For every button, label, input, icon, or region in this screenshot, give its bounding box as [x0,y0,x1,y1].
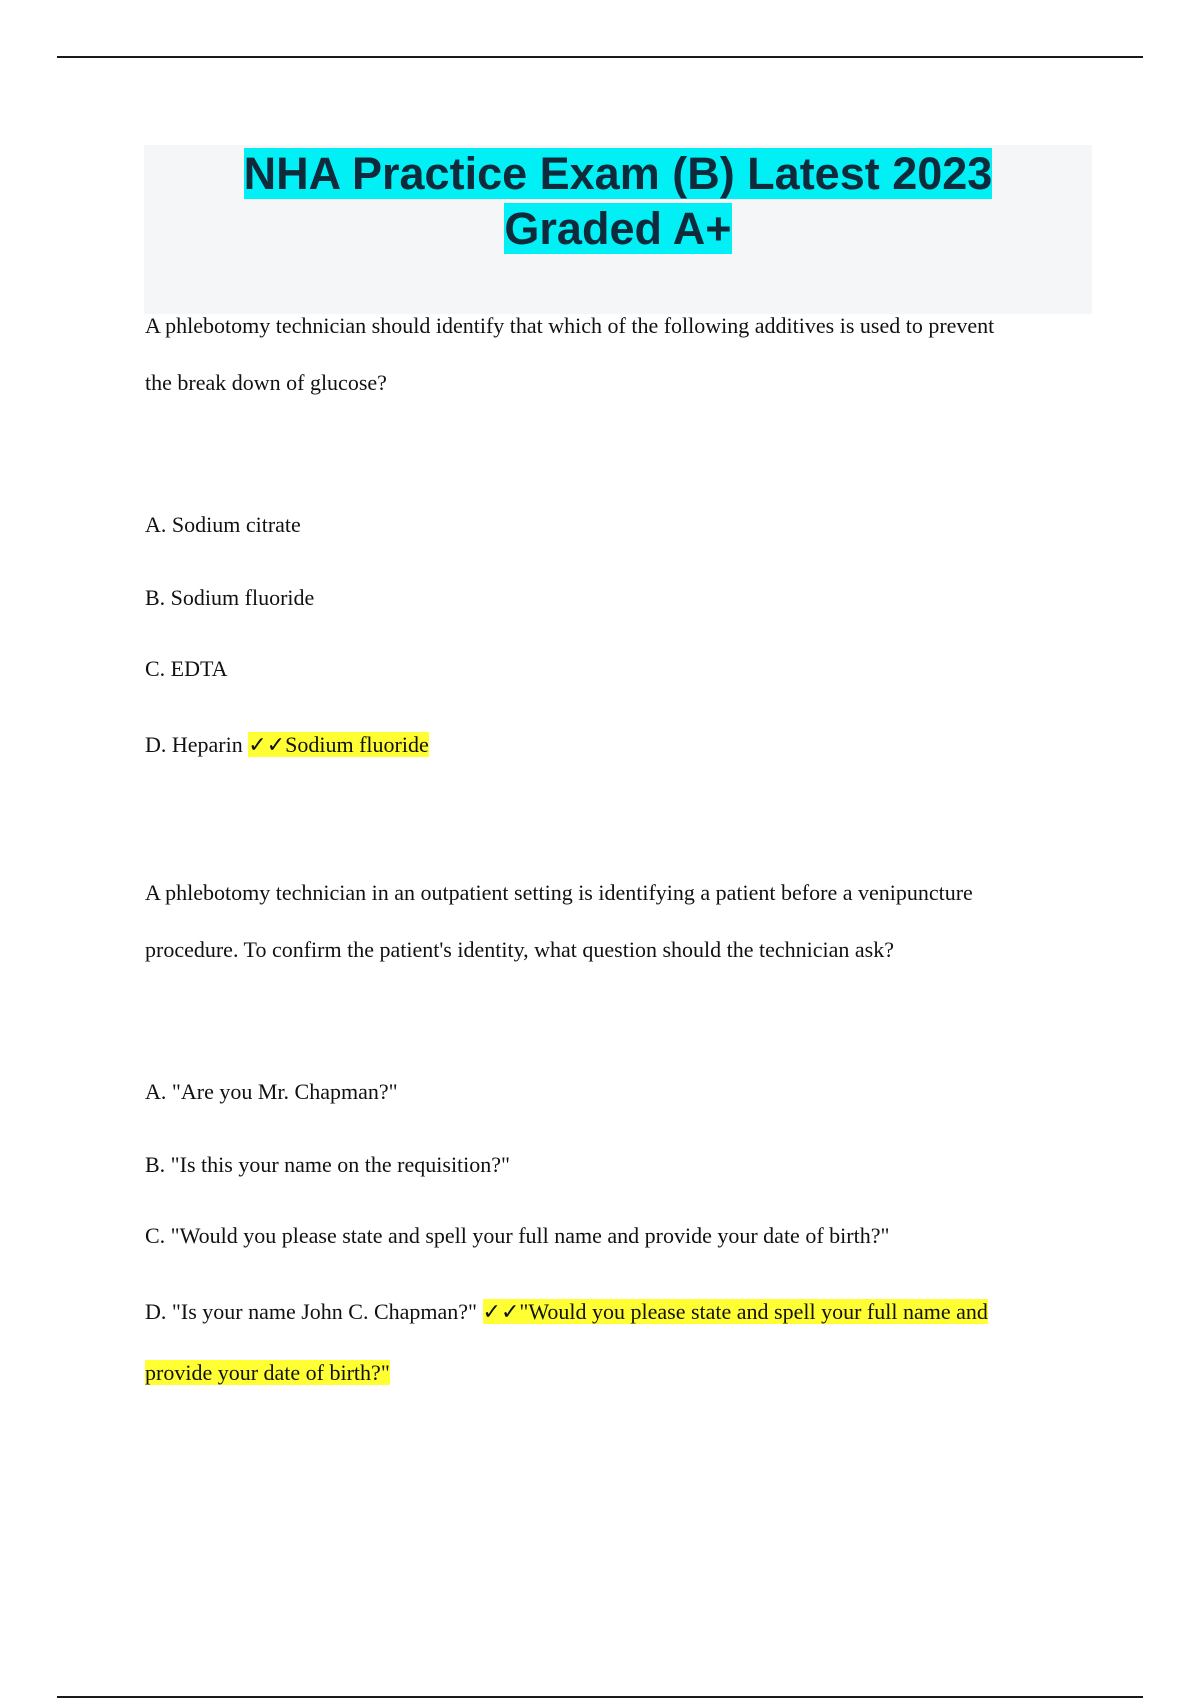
question-2-option-d-label: D. "Is your name John C. Chapman?" [145,1299,483,1324]
question-1-option-a: A. Sodium citrate [145,512,301,537]
question-2-answer-line-2-row [145,1360,390,1386]
page-title-line-2: Graded A+ [504,203,732,254]
question-1-answer: ✓✓Sodium fluoride [248,732,429,757]
question-1-option-c: C. EDTA [145,656,228,681]
page-title-line-1: NHA Practice Exam (B) Latest 2023 [243,148,993,199]
question-1-option-d [145,732,429,758]
question-2-option-a: A. "Are you Mr. Chapman?" [145,1079,398,1104]
page-title [144,146,1092,256]
question-1-stem-line-1: A phlebotomy technician should identify that which of the following additives is used to prevent [145,313,995,338]
top-rule [57,56,1143,58]
question-1-option-d-label: D. Heparin [145,732,249,757]
question-2-option-c: C. "Would you please state and spell your full name and provide your date of birth?" [145,1223,890,1248]
question-2-option-d [145,1299,988,1325]
question-2-option-b: B. "Is this your name on the requisition?" [145,1152,511,1177]
bottom-rule [57,1696,1143,1698]
question-1-stem-line-2: the break down of glucose? [145,370,387,395]
question-2-answer-line-1: ✓✓"Would you please state and spell your full name and [482,1299,988,1324]
question-2-stem-line-1: A phlebotomy technician in an outpatient setting is identifying a patient before a venipuncture [145,880,973,905]
question-2-answer-line-2: provide your date of birth?" [145,1360,390,1385]
question-1-option-b: B. Sodium fluoride [145,585,315,610]
question-2-stem-line-2: procedure. To confirm the patient's identity, what question should the technician ask? [145,937,894,962]
